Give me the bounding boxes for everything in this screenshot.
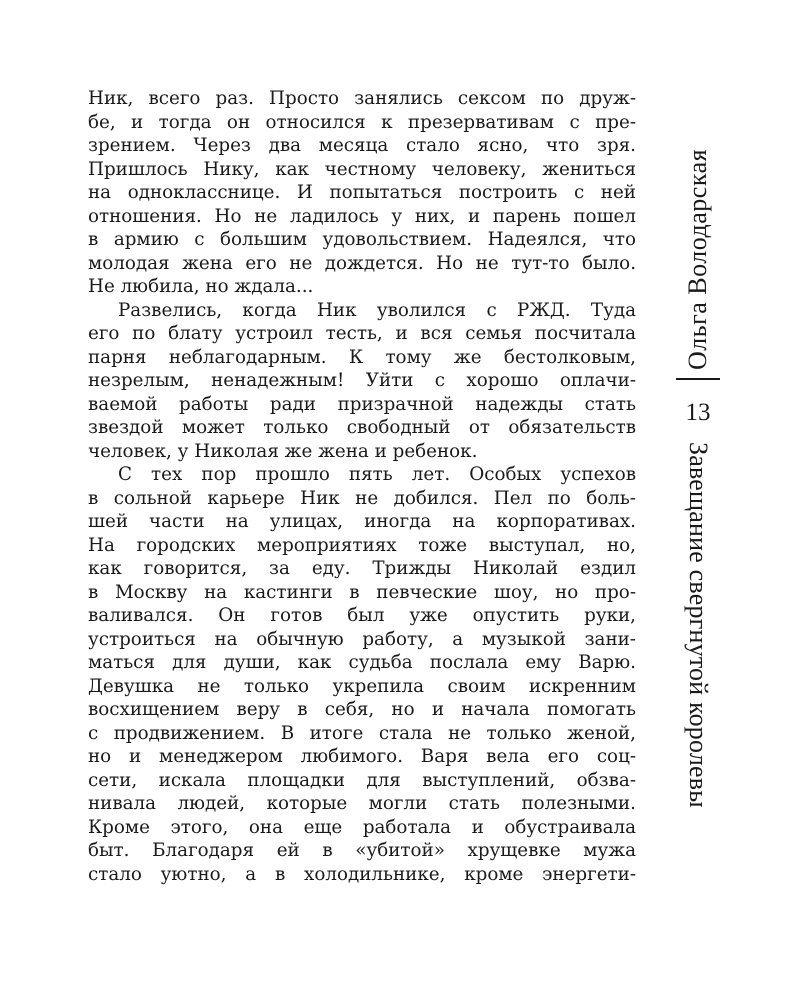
text-line: Развелись, когда Ник уволился с РЖД. Туда [118, 299, 636, 321]
text-line: бе, и тогда он относился к презервативам с пре- [88, 111, 636, 133]
text-line: ваемой работы ради призрачной надежды стать [88, 393, 636, 415]
running-head [676, 148, 720, 880]
text-line: человек, у Николая же жена и ребенок. [88, 440, 478, 462]
text-line: сети, искала площадки для выступлений, обзва- [88, 769, 636, 791]
book-title: Завещание свергнутой королевы [684, 442, 713, 808]
text-line: шей части на улицах, иногда на корпоративах. [88, 511, 636, 532]
running-head-divider [676, 378, 720, 380]
page-number: 13 [685, 399, 711, 426]
text-line: стало уютно, а в холодильнике, кроме энергети- [88, 863, 636, 885]
text-line: восхищением веру в себя, но и начала помогать [88, 699, 636, 720]
text-line: с продвижением. В итоге стала не только женой, [88, 722, 636, 744]
text-line: Не любила, но ждала... [88, 276, 314, 297]
text-line: Кроме этого, она еще работала и обустраивала [88, 816, 636, 838]
text-line: быт. Благодаря ей в «убитой» хрущевке мужа [88, 840, 636, 861]
text-line: С тех пор прошло пять лет. Особых успехов [118, 464, 636, 485]
text-line: незрелым, ненадежным! Уйти с хорошо оплачи- [88, 370, 636, 391]
text-line: в Москву на кастинги в певческие шоу, но про- [88, 581, 636, 603]
text-line: звездой может только свободный от обязательств [88, 417, 636, 438]
text-line: Девушка не только укрепила своим искренним [88, 675, 636, 697]
text-line: устроиться на обычную работу, а музыкой зани- [88, 628, 636, 650]
text-line: На городских мероприятиях тоже выступал, но, [88, 534, 636, 556]
text-line: в сольной карьере Ник не добился. Пел по боль- [88, 487, 636, 509]
text-line: его по блату устроил тесть, и вся семья посчитала [88, 323, 636, 344]
body-text [88, 87, 636, 886]
text-line: зрением. Через два месяца стало ясно, что зря. [88, 135, 636, 156]
text-line: валивался. Он готов был уже опустить руки, [88, 605, 636, 626]
text-line: маться для души, как судьба послала ему Варю. [88, 652, 636, 673]
text-line: Пришлось Нику, как честному человеку, жениться [88, 158, 636, 180]
text-line: нивала людей, которые могли стать полезными. [88, 793, 636, 814]
text-line: отношения. Но не ладилось у них, и парень пошел [88, 205, 636, 227]
text-line: в армию с большим удовольствием. Надеялся, что [88, 229, 636, 250]
text-line: как говорится, за еду. Трижды Николай ездил [88, 558, 636, 579]
text-line: Ник, всего раз. Просто занялись сексом по друж- [88, 88, 636, 109]
author-name: Ольга Володарская [683, 148, 712, 370]
text-line: парня неблагодарным. К тому же бестолковым, [88, 346, 636, 368]
text-line: но и менеджером любимого. Варя вела его соц- [88, 746, 636, 767]
text-line: молодая жена его не дождется. Но не тут-то было. [88, 252, 636, 274]
text-line: на однокласснице. И попытаться построить с ней [88, 182, 636, 203]
